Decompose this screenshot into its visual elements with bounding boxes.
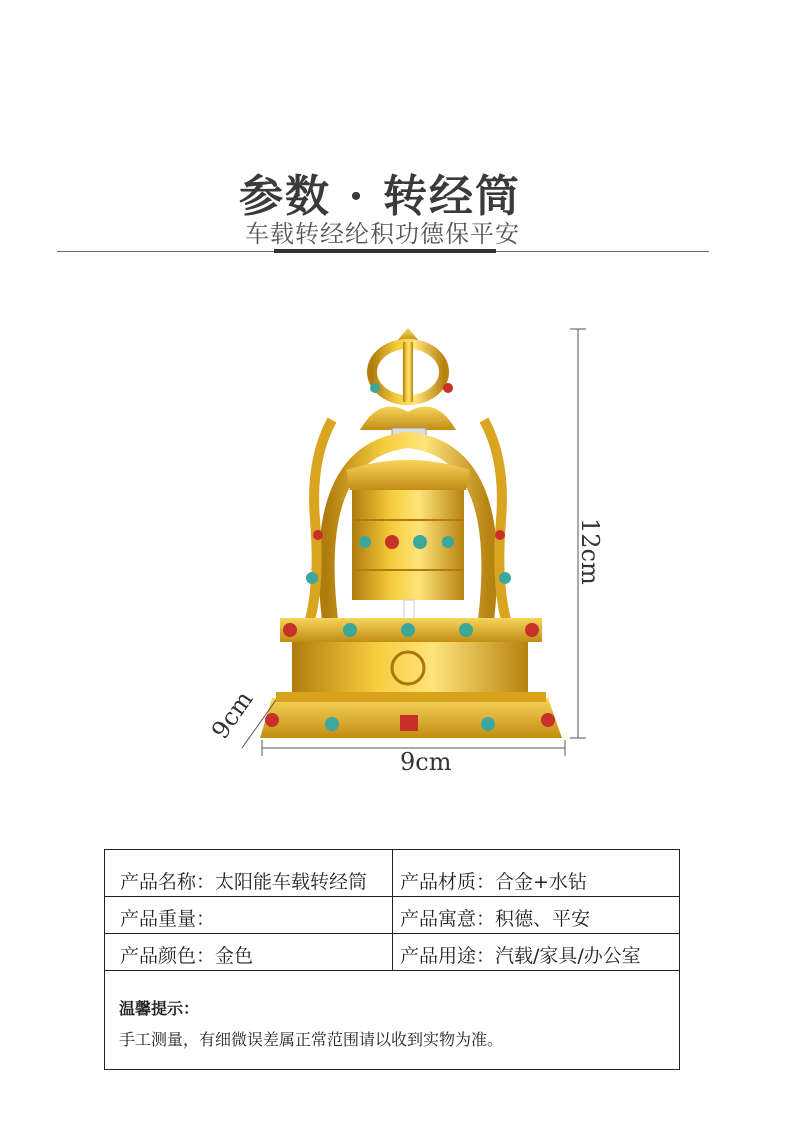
spec-usage: 产品用途：汽载/家具/办公室 — [400, 945, 641, 967]
dimension-width-label: 9cm — [400, 748, 452, 776]
tip-title: 温馨提示： — [119, 999, 200, 1018]
spec-meaning: 产品寓意：积德、平安 — [400, 908, 591, 930]
spec-color: 产品颜色：金色 — [120, 945, 254, 967]
spec-weight: 产品重量： — [120, 908, 216, 930]
tip-text: 手工测量，有细微误差属正常范围请以收到实物为准。 — [119, 1030, 504, 1049]
spec-material: 产品材质：合金+水钻 — [400, 871, 587, 893]
page-subtitle: 车载转经纶积功德保平安 — [245, 220, 520, 248]
dimension-height-label: 12cm — [576, 518, 604, 585]
spec-divider — [392, 850, 393, 971]
spec-table — [104, 849, 680, 1070]
spec-name: 产品名称：太阳能车载转经筒 — [120, 871, 368, 893]
page-title: 参数 · 转经筒 — [239, 171, 521, 222]
dimension-depth-label: 9cm — [206, 685, 259, 745]
